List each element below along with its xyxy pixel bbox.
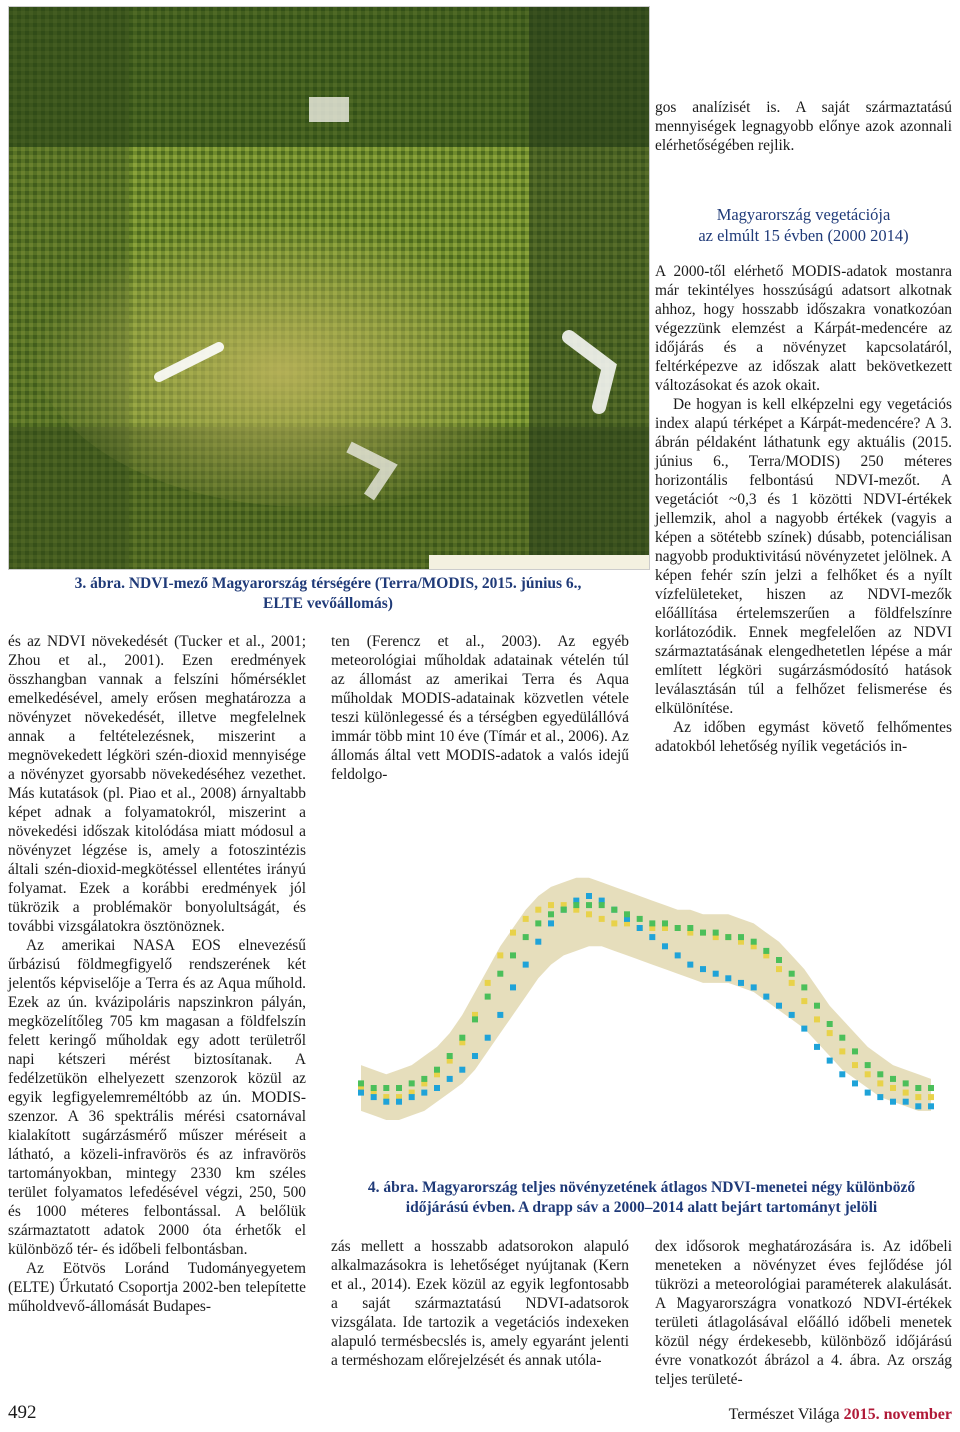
series-1-point bbox=[523, 916, 529, 922]
col3-paragraph-1: A 2000-től elérhető MODIS-adatok mostanra már tekintélyes hosszúságú adatsort alkotnak ahhoz, hogy hosszabb időszakra vonatkozóan végezzünk elemzést a Kárpát-medencére az időjárás és a növényzet kapcsolatáról, feltérképezve az időszak alatt bekövetkezett változásokat és azok okait. bbox=[655, 263, 952, 394]
series-2-point bbox=[915, 1103, 921, 1109]
series-2-point bbox=[827, 1058, 833, 1064]
series-3-point bbox=[637, 916, 643, 922]
series-3-point bbox=[852, 1048, 858, 1054]
series-3-point bbox=[561, 907, 567, 913]
series-2-point bbox=[497, 1012, 503, 1018]
col1-paragraph-1: és az NDVI növekedését (Tucker et al., 2001; Zhou et al., 2001). Ezen eredmények összhangban vannak a felszíni hőmérséklet emelkedésével, amely erősen meghatározza a növényzet növekedését, illetve megfelelnek annak a feltételezésnek, miszerint a megnövekedett légköri szén-dioxid mennyisége a növényzet gyorsabb növekedéséhez vezethet. Más kutatások (pl. Piao et al., 2008) árnyaltabb képet adnak a folyamatokról, miszerint a növekedési időszak kitolódása miatt módosul a növényzet légzése is, amely a fotoszintézis általi szén-dioxid-megkötéssel ellentétes irányú folyamat. Ezek a korábbi eredmények jól tükrözik a problémakör bonyolultságát, és további vizsgálatokra ösztönöznek. bbox=[8, 633, 306, 935]
series-3-point bbox=[738, 934, 744, 940]
col3-paragraph-0: gos analízisét is. A saját származtatású mennyiségek legnagyobb előnye azok azonnali elérhetőségében rejlik. bbox=[655, 99, 952, 154]
series-1-point bbox=[827, 1030, 833, 1036]
series-2-point bbox=[459, 1067, 465, 1073]
series-2-point bbox=[776, 1003, 782, 1009]
series-3-point bbox=[535, 920, 541, 926]
series-2-point bbox=[928, 1103, 934, 1109]
series-2-point bbox=[586, 893, 592, 899]
series-1-point bbox=[839, 1048, 845, 1054]
series-2-point bbox=[738, 980, 744, 986]
series-2-point bbox=[713, 971, 719, 977]
series-2-point bbox=[637, 925, 643, 931]
series-3-point bbox=[789, 971, 795, 977]
series-1-point bbox=[497, 952, 503, 958]
series-2-point bbox=[523, 962, 529, 968]
series-2-point bbox=[447, 1076, 453, 1082]
column-3-top bbox=[655, 98, 952, 155]
series-2-point bbox=[789, 1012, 795, 1018]
col1-paragraph-2: Az amerikai NASA EOS elnevezésű űrbázisú földmegfigyelő rendszerének két jelentős képviselője a Terra és az Aqua műhold. Ezek az ún. kvázipoláris napszinkron pályán, megközelítőleg 705 km magasan a földfelszín felett keringő műholdak egy adott területről napi kétszeri mérést biztosítanak. A fedélzetükön elhelyezett szenzorok közül az egyik legfigyelemreméltóbb az ún. MODIS-szenzor. A 36 spektrális mérési csatornával kialakított sugárzásmérő műszer méréseit a látható, a közeli-infravörös és az infravörös tartományokban, mintegy 2330 km széles terület folyamatos lefedésével végzi, 250, 500 és 1000 méteres felbontással. A belőlük származtatott adatok 2000 óta érhetők el különböző tér- és időbeli felbontásban. bbox=[8, 937, 306, 1258]
col2-paragraph-1: ten (Ferencz et al., 2003). Az egyéb meteorológiai műholdak adatainak vételén túl az állomást az amerikai Terra és Aqua műholdak MODIS-adatainak közvetlen vétele teszi különlegessé és a térségben egyedülállóvá immár több mint 10 éve (Tímár et al., 2006). Az állomás által vett MODIS-adatok a valós idejű feldolgo- bbox=[331, 633, 629, 783]
series-3-point bbox=[713, 930, 719, 936]
series-1-point bbox=[814, 1016, 820, 1022]
series-2-point bbox=[814, 1044, 820, 1050]
series-1-point bbox=[915, 1094, 921, 1100]
series-1-point bbox=[877, 1080, 883, 1086]
figure-4-caption-line2: időjárású évben. A drapp sáv a 2000–2014 alatt bejárt tartományt jelöli bbox=[405, 1199, 878, 1216]
series-3-point bbox=[814, 1003, 820, 1009]
series-3-point bbox=[649, 920, 655, 926]
series-2-point bbox=[877, 1094, 883, 1100]
series-2-point bbox=[409, 1094, 415, 1100]
series-3-point bbox=[687, 925, 693, 931]
series-2-point bbox=[687, 962, 693, 968]
series-1-point bbox=[903, 1090, 909, 1096]
series-3-point bbox=[459, 1035, 465, 1041]
series-3-point bbox=[611, 907, 617, 913]
series-3-point bbox=[865, 1062, 871, 1068]
series-3-point bbox=[928, 1085, 934, 1091]
series-3-point bbox=[827, 1021, 833, 1027]
column-3-bottom bbox=[655, 1237, 952, 1389]
series-1-point bbox=[890, 1085, 896, 1091]
figure-3-caption bbox=[0, 574, 656, 614]
series-2-point bbox=[700, 966, 706, 972]
series-2-point bbox=[903, 1099, 909, 1105]
footer-magazine bbox=[729, 1406, 952, 1432]
series-1-point bbox=[510, 930, 516, 936]
series-3-point bbox=[662, 920, 668, 926]
column-3-middle bbox=[655, 262, 952, 756]
series-3-point bbox=[915, 1085, 921, 1091]
series-3-point bbox=[409, 1080, 415, 1086]
series-2-point bbox=[472, 1053, 478, 1059]
column-2-top bbox=[331, 632, 629, 784]
series-3-point bbox=[890, 1076, 896, 1082]
series-1-point bbox=[776, 966, 782, 972]
series-1-point bbox=[852, 1062, 858, 1068]
series-2-point bbox=[751, 984, 757, 990]
series-3-point bbox=[586, 902, 592, 908]
page-number: 492 bbox=[8, 1402, 37, 1423]
series-3-point bbox=[599, 902, 605, 908]
series-3-point bbox=[421, 1076, 427, 1082]
series-2-point bbox=[890, 1099, 896, 1105]
series-3-point bbox=[472, 1016, 478, 1022]
series-2-point bbox=[396, 1099, 402, 1105]
series-2-point bbox=[649, 934, 655, 940]
series-2-point bbox=[434, 1085, 440, 1091]
series-2-point bbox=[535, 939, 541, 945]
figure-4-caption bbox=[331, 1178, 952, 1218]
series-1-point bbox=[599, 916, 605, 922]
series-1-point bbox=[865, 1071, 871, 1077]
series-3-point bbox=[371, 1085, 377, 1091]
series-1-point bbox=[611, 920, 617, 926]
series-3-point bbox=[383, 1085, 389, 1091]
column-1 bbox=[8, 632, 306, 1316]
magazine-name: Természet Világa bbox=[728, 1406, 840, 1423]
issue-date: 2015. november bbox=[843, 1406, 952, 1423]
series-3-point bbox=[497, 971, 503, 977]
series-2-point bbox=[662, 943, 668, 949]
figure-3-caption-line2: ELTE vevőállomás) bbox=[263, 595, 393, 612]
series-2-point bbox=[675, 952, 681, 958]
series-1-point bbox=[548, 902, 554, 908]
col3-paragraph-4: dex idősorok meghatározására is. Az időbeli meneteken a növényzet éves fejlődése jól tükrözi a meteorológiai paraméterek alakulását. A Magyarországra vonatkozó NDVI-értékek területi átlagolásával előálló időbeli menetek közül négy érdekesebb, különböző időjárású évre vonatkozót ábrázol a 4. ábra. Az ország teljes területé- bbox=[655, 1238, 952, 1388]
series-3-point bbox=[751, 939, 757, 945]
series-1-point bbox=[535, 907, 541, 913]
series-2-point bbox=[548, 920, 554, 926]
series-3-point bbox=[839, 1035, 845, 1041]
series-3-point bbox=[510, 952, 516, 958]
col2-paragraph-2: zás mellett a hosszabb adatsorokon alapuló alkalmazásokra is lehetőséget nyújtanak (Kern et al., 2014). Ezek közül az egyik legfontosabb a saját származtatású NDVI-adatsorok vizsgálata. Ide tartozik a vegetációs indexeken alapuló termésbecslés is, amely egyaránt jelenti a terméshozam előrejelzését és annak utóla- bbox=[331, 1238, 629, 1369]
series-3-point bbox=[903, 1080, 909, 1086]
series-2-point bbox=[839, 1071, 845, 1077]
column-2-bottom bbox=[331, 1237, 629, 1370]
col3-paragraph-2: De hogyan is kell elképzelni egy vegetációs index alapú térképet a Kárpát-medencére? A 3. ábrán példaként láthatunk egy aktuális (2015. június 6., Terra/MODIS) 250 méteres horizontális felbontású NDVI-mezőt. A vegetációt ~0,3 és 1 közötti NDVI-értékek jellemzik, ahol a nagyobb értékek (vagyis a képen a sötétebb színek) dúsabb, potenciálisan nagyobb produktivitású növényzetet jelölnek. A képen fehér szín jelzi a felhőket és a nyílt vízfelületeket, hiszen az NDVI-mezők előállítása értelemszerűen a földfelszínre korlátozódik. Ennek megfelelően az NDVI származtatásának elengedhetetlen lépése a már említett légköri sugárzásmódosító hatások leválasztásán túl a felhőzet felismerése és elkülönítése. bbox=[655, 396, 952, 717]
series-2-point bbox=[485, 1035, 491, 1041]
series-2-point bbox=[510, 984, 516, 990]
figure-4-caption-line1: 4. ábra. Magyarország teljes növényzetének átlagos NDVI-menetei négy különböző bbox=[367, 1179, 916, 1196]
series-2-point bbox=[763, 994, 769, 1000]
series-2-point bbox=[852, 1080, 858, 1086]
series-1-point bbox=[801, 998, 807, 1004]
series-3-point bbox=[877, 1071, 883, 1077]
series-3-point bbox=[396, 1085, 402, 1091]
series-2-point bbox=[383, 1099, 389, 1105]
col3-paragraph-3: Az időben egymást követő felhőmentes adatokból lehetőség nyílik vegetációs in- bbox=[655, 719, 952, 755]
series-3-point bbox=[485, 994, 491, 1000]
col1-paragraph-3: Az Eötvös Loránd Tudományegyetem (ELTE) Űrkutató Csoportja 2002-ben telepítette műholdvevő-állomását Budapes- bbox=[8, 1260, 306, 1315]
series-3-point bbox=[624, 911, 630, 917]
ndvi-map-image bbox=[8, 6, 650, 570]
series-1-point bbox=[789, 980, 795, 986]
series-2-point bbox=[421, 1090, 427, 1096]
subheading-line1: Magyarország vegetációja bbox=[716, 205, 891, 224]
series-2-point bbox=[725, 975, 731, 981]
series-3-point bbox=[675, 925, 681, 931]
series-3-point bbox=[548, 911, 554, 917]
series-2-point bbox=[865, 1090, 871, 1096]
series-3-point bbox=[776, 957, 782, 963]
series-3-point bbox=[763, 948, 769, 954]
series-3-point bbox=[573, 902, 579, 908]
series-3-point bbox=[700, 930, 706, 936]
series-3-point bbox=[523, 934, 529, 940]
subheading-line2: az elmúlt 15 évben (2000 2014) bbox=[698, 226, 909, 245]
series-1-point bbox=[485, 980, 491, 986]
ndvi-annual-chart bbox=[331, 812, 951, 1172]
series-1-point bbox=[586, 911, 592, 917]
series-3-point bbox=[434, 1067, 440, 1073]
figure-3-caption-line1: 3. ábra. NDVI-mező Magyarország térségére (Terra/MODIS, 2015. június 6., bbox=[74, 575, 582, 592]
series-3-point bbox=[358, 1080, 364, 1086]
series-3-point bbox=[447, 1053, 453, 1059]
series-2-point bbox=[801, 1026, 807, 1032]
chart-background bbox=[331, 812, 951, 1172]
series-3-point bbox=[801, 984, 807, 990]
series-2-point bbox=[371, 1094, 377, 1100]
series-3-point bbox=[725, 934, 731, 940]
series-1-point bbox=[928, 1094, 934, 1100]
series-2-point bbox=[358, 1090, 364, 1096]
section-subheading bbox=[655, 204, 952, 246]
